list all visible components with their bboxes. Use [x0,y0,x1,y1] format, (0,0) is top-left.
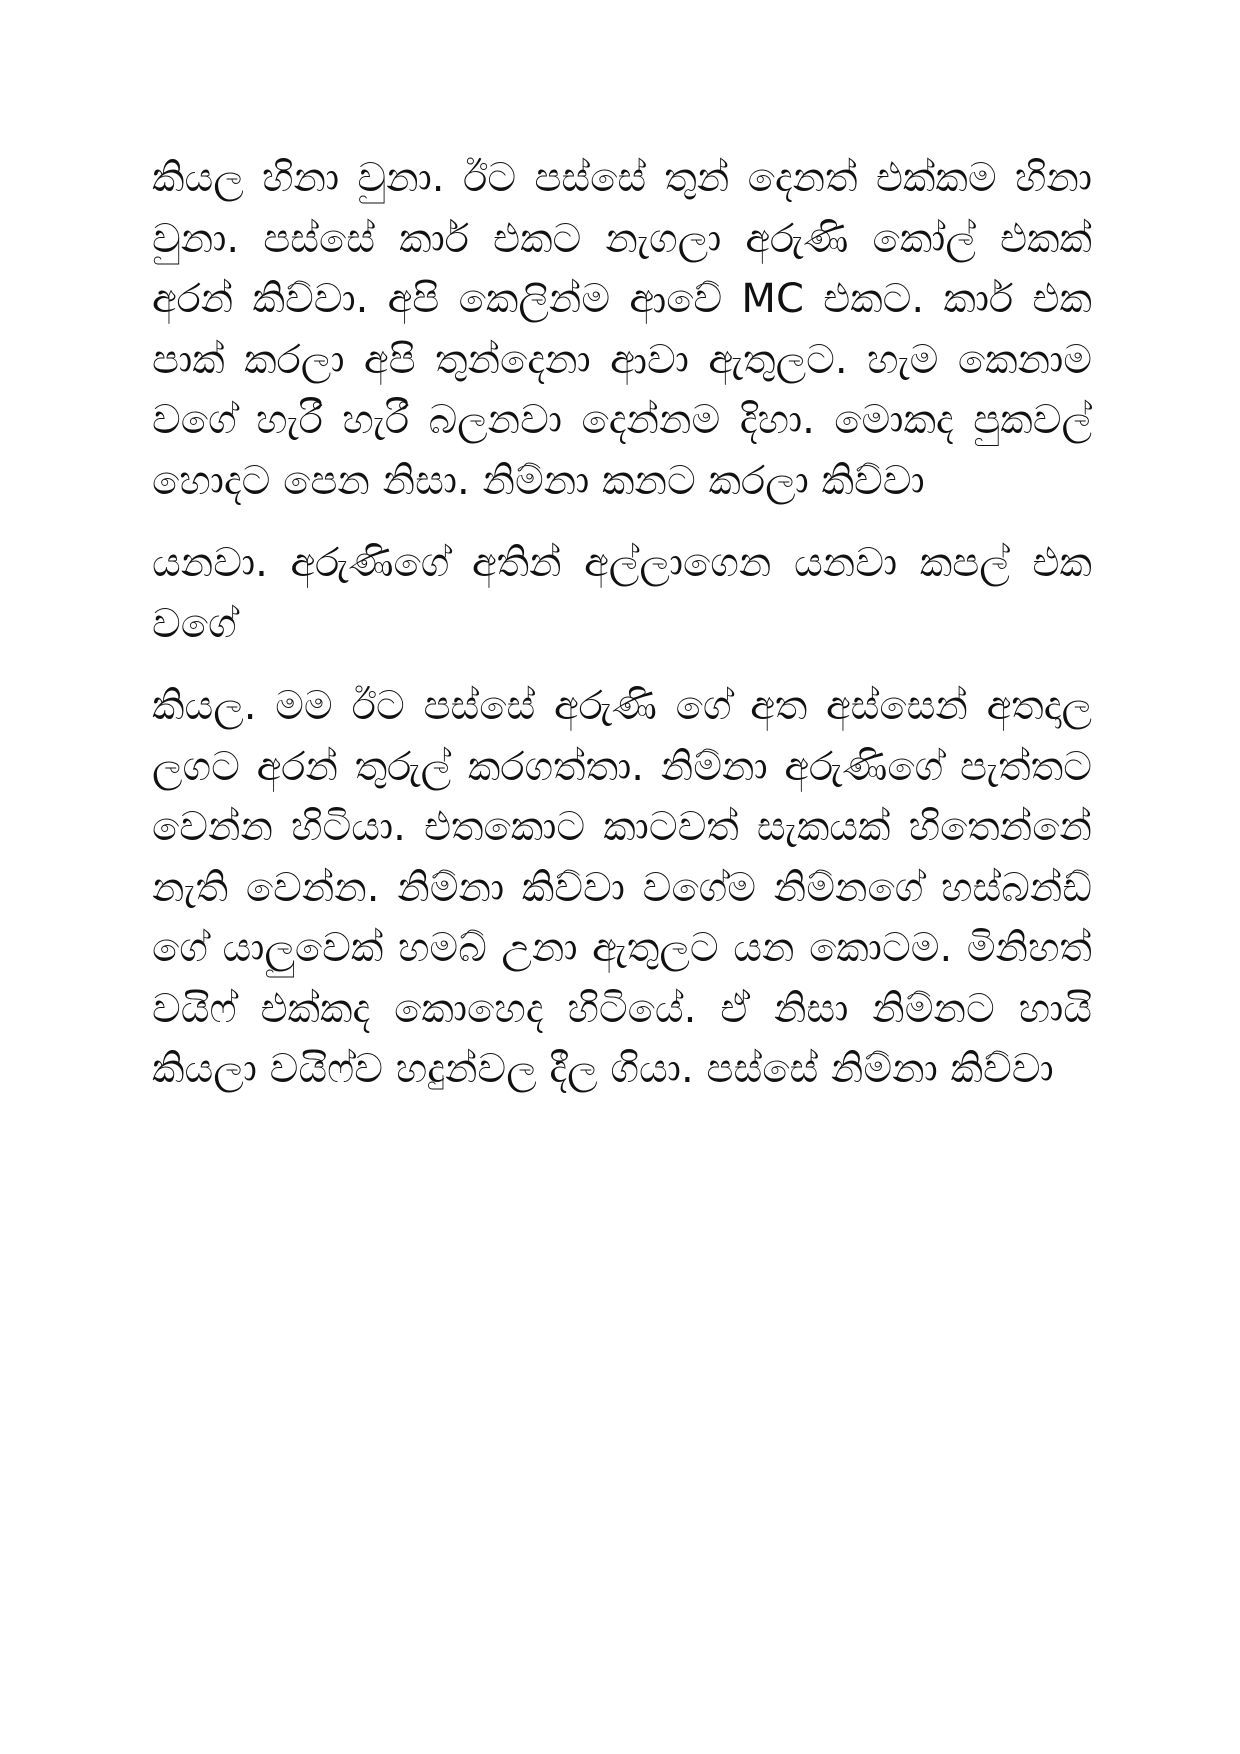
paragraph-3: කියල. මම ඊට පස්සේ අරුණි ගේ අත අස්සෙන් අතදාල ලගට අරන් තුරුල් කරගත්තා. නිම්නා අරුණිගේ පැත්තට වෙන්න හිටියා. එතකොට කාටවත් සැකයක් හිතෙන්නේ නැති වෙන්න. නිම්නා කිව්වා වගේම නිම්නගේ හස්බන්ඩ් ගේ යාලුවෙක් හමබ් උනා ඇතුලට යන කොටම. මිනිහත් වයිෆ් එක්කද කොහෙද හිටියේ. ඒ නිසා නිම්නට හායි කියලා වයිෆ්ව හදුන්වල දීල ගියා. පස්සේ නිම්නා කිව්වා [152,683,1092,1092]
paragraph-1: කියල හිනා වුනා. ඊට පස්සේ තුන් දෙනත් එක්කම හිනා වුනා. පස්සේ කාර් එකට නැගලා අරුණි කෝල් එකක් අරන් කිව්වා. අපි කෙලින්ම ආවේ MC එකට. කාර් එක පාක් කරලා අපි තුන්දෙනා ආවා ඇතුලට. හැම කෙනාම වගේ හැරී හැරී බලනවා දෙන්නම දිහා. මොකද පුකවල් හොදට පෙන නිසා. නිම්නා කනට කරලා කිව්වා [152,155,1092,504]
paragraph-2: යනවා. අරුණිගේ අතින් අල්ලාගෙන යනවා කපල් එක වගේ [152,540,1092,647]
document-body [152,148,1092,1122]
